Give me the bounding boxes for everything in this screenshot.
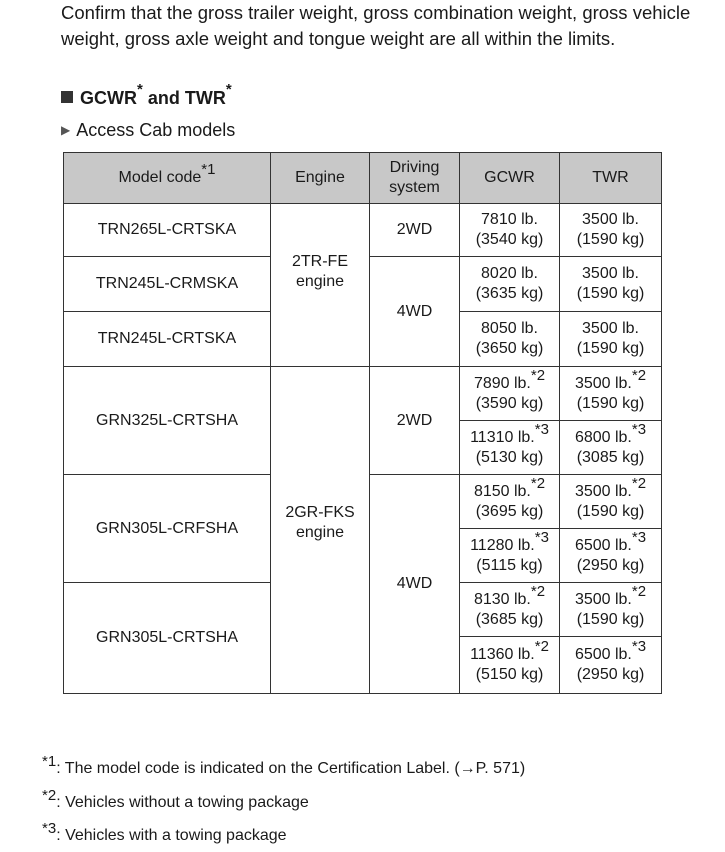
engine-cell: 2GR-FKS engine bbox=[271, 367, 370, 694]
subheading: ▶ Access Cab models bbox=[61, 120, 236, 140]
twr-cell: 3500 lb.$^{*2}$ (1590 kg) bbox=[560, 367, 662, 421]
gcwr-cell: 8020 lb. (3635 kg) bbox=[460, 257, 560, 312]
gcwr-cell: 11360 lb.$^{*2}$ (5150 kg) bbox=[460, 637, 560, 694]
header-engine: Engine bbox=[271, 153, 370, 204]
gcwr-cell: 7890 lb.$^{*2}$ (3590 kg) bbox=[460, 367, 560, 421]
twr-cell: 6500 lb.$^{*3}$ (2950 kg) bbox=[560, 529, 662, 583]
gcwr-cell: 11310 lb.$^{*3}$ (5130 kg) bbox=[460, 421, 560, 475]
table-header-row bbox=[64, 153, 662, 204]
driving-system-cell: 2WD bbox=[370, 204, 460, 257]
model-code-cell: TRN245L-CRTSKA bbox=[64, 312, 271, 367]
model-code-cell: GRN325L-CRTSHA bbox=[64, 367, 271, 475]
model-code-cell: TRN245L-CRMSKA bbox=[64, 257, 271, 312]
footnote-1: $^{*1}$: The model code is indicated on the Certification Label. (→P. 571) bbox=[42, 753, 526, 777]
model-code-cell: GRN305L-CRTSHA bbox=[64, 583, 271, 694]
engine-cell: 2TR-FE engine bbox=[271, 204, 370, 367]
gcwr-twr-table bbox=[63, 152, 662, 694]
driving-system-cell: 2WD bbox=[370, 367, 460, 475]
model-code-cell: GRN305L-CRFSHA bbox=[64, 475, 271, 583]
intro-paragraph: Confirm that the gross trailer weight, gross combination weight, gross vehicle weight, gross axle weight and tongue weight are all within the limits. bbox=[61, 2, 691, 49]
header-model-code: Model code$^{*1}$ bbox=[64, 153, 271, 204]
gcwr-cell: 8130 lb.$^{*2}$ (3685 kg) bbox=[460, 583, 560, 637]
header-gcwr: GCWR bbox=[460, 153, 560, 204]
gcwr-cell: 11280 lb.$^{*3}$ (5115 kg) bbox=[460, 529, 560, 583]
gcwr-cell: 8050 lb. (3650 kg) bbox=[460, 312, 560, 367]
twr-cell: 3500 lb. (1590 kg) bbox=[560, 257, 662, 312]
footnote-3: $^{*3}$: Vehicles with a towing package bbox=[42, 820, 287, 844]
twr-cell: 3500 lb.$^{*2}$ (1590 kg) bbox=[560, 475, 662, 529]
header-twr: TWR bbox=[560, 153, 662, 204]
footnote-2: $^{*2}$: Vehicles without a towing package bbox=[42, 787, 309, 811]
table-row bbox=[64, 204, 662, 257]
twr-cell: 6500 lb.$^{*3}$ (2950 kg) bbox=[560, 637, 662, 694]
twr-cell: 3500 lb.$^{*2}$ (1590 kg) bbox=[560, 583, 662, 637]
header-driving-system: Driving system bbox=[370, 153, 460, 204]
model-code-cell: TRN265L-CRTSKA bbox=[64, 204, 271, 257]
section-heading: GCWR* and TWR* bbox=[61, 88, 232, 109]
gcwr-cell: 7810 lb. (3540 kg) bbox=[460, 204, 560, 257]
twr-cell: 3500 lb. (1590 kg) bbox=[560, 312, 662, 367]
square-bullet-icon bbox=[61, 91, 73, 103]
driving-system-cell: 4WD bbox=[370, 475, 460, 694]
triangle-bullet-icon: ▶ bbox=[61, 123, 71, 137]
driving-system-cell: 4WD bbox=[370, 257, 460, 367]
gcwr-cell: 8150 lb.$^{*2}$ (3695 kg) bbox=[460, 475, 560, 529]
twr-cell: 3500 lb. (1590 kg) bbox=[560, 204, 662, 257]
twr-cell: 6800 lb.$^{*3}$ (3085 kg) bbox=[560, 421, 662, 475]
table-row bbox=[64, 367, 662, 421]
